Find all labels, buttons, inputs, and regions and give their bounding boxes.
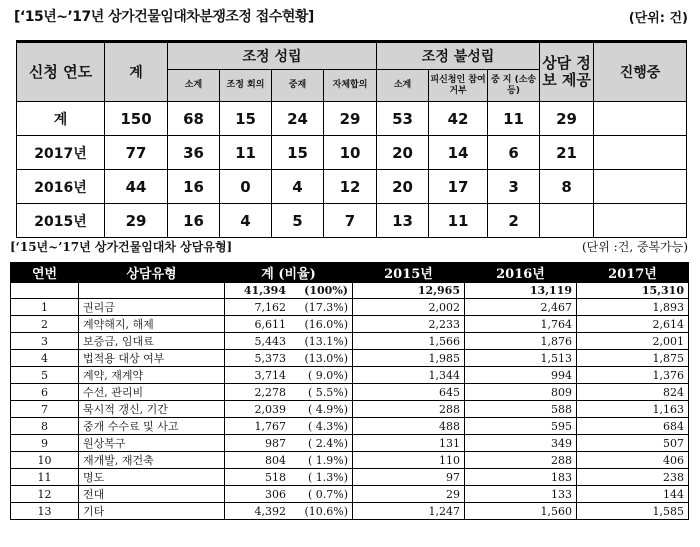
row-year: 2016년: [17, 170, 105, 204]
row-total-cell: [225, 299, 353, 316]
row-2017: 1,585: [577, 503, 689, 520]
consult-row: [11, 418, 689, 435]
header-success: 조정 성립: [168, 42, 377, 70]
row-failure-subtotal: 53: [377, 102, 429, 136]
row-failure-subtotal: 20: [377, 136, 429, 170]
row-consult: 29: [540, 102, 594, 136]
row-total-cell: [225, 367, 353, 384]
row-2015: 1,247: [353, 503, 465, 520]
header-type: 상담유형: [79, 263, 225, 283]
row-mediation-meeting: 0: [220, 170, 272, 204]
row-total: 1,767: [254, 419, 286, 433]
row-type: 전대: [79, 486, 225, 503]
row-type: 수선, 관리비: [79, 384, 225, 401]
total-cell: [225, 283, 353, 299]
row-2016: 1,876: [465, 333, 577, 350]
row-2017: 1,376: [577, 367, 689, 384]
row-suspension: 11: [488, 102, 540, 136]
row-2015: 488: [353, 418, 465, 435]
row-total: 6,611: [254, 317, 286, 331]
row-type: 계약, 재계약: [79, 367, 225, 384]
row-2015: 97: [353, 469, 465, 486]
row-2015: 110: [353, 452, 465, 469]
row-2017: 1,163: [577, 401, 689, 418]
total-2016: 13,119: [465, 283, 577, 299]
header-self-agreement: 자체합의: [324, 70, 377, 102]
consult-row: [11, 333, 689, 350]
row-total-cell: [225, 503, 353, 520]
row-success-subtotal: 16: [168, 204, 220, 238]
row-2015: 1,344: [353, 367, 465, 384]
header-failure-subtotal: 소계: [377, 70, 429, 102]
row-2016: 1,764: [465, 316, 577, 333]
row-year: 2015년: [17, 204, 105, 238]
row-ratio: ( 9.0%): [307, 368, 348, 382]
consult-row: [11, 401, 689, 418]
mediation-row: [17, 204, 687, 238]
row-2017: 2,614: [577, 316, 689, 333]
row-total: 44: [105, 170, 168, 204]
row-total-cell: [225, 418, 353, 435]
row-suspension: 2: [488, 204, 540, 238]
header-2015: 2015년: [353, 263, 465, 283]
total-2017: 15,310: [577, 283, 689, 299]
row-self-agreement: 12: [324, 170, 377, 204]
mediation-row: [17, 170, 687, 204]
row-type: 묵시적 갱신, 기간: [79, 401, 225, 418]
row-refusal: 17: [429, 170, 488, 204]
row-2016: 994: [465, 367, 577, 384]
row-no: 11: [11, 469, 79, 486]
row-2017: 238: [577, 469, 689, 486]
row-mediation-meeting: 4: [220, 204, 272, 238]
row-ratio: (13.1%): [304, 334, 348, 348]
section1-title: [‘15년~’17년 상가건물임대차분쟁조정 접수현황]: [14, 9, 314, 25]
row-no: 13: [11, 503, 79, 520]
row-ongoing: [594, 136, 687, 170]
row-2016: 1,513: [465, 350, 577, 367]
row-2017: 144: [577, 486, 689, 503]
row-total-cell: [225, 469, 353, 486]
row-total-cell: [225, 350, 353, 367]
header-year: 신청 연도: [17, 42, 105, 102]
consult-row: [11, 384, 689, 401]
header-no: 연번: [11, 263, 79, 283]
row-total-cell: [225, 435, 353, 452]
row-no: 9: [11, 435, 79, 452]
row-type: 명도: [79, 469, 225, 486]
section1-unit: (단위: 건): [628, 11, 688, 26]
consult-row: [11, 367, 689, 384]
row-2015: 1,985: [353, 350, 465, 367]
row-no: 7: [11, 401, 79, 418]
consult-row: [11, 299, 689, 316]
row-total: 518: [265, 470, 286, 484]
row-2015: 2,233: [353, 316, 465, 333]
row-arbitration: 5: [272, 204, 324, 238]
row-no: 3: [11, 333, 79, 350]
row-no: 8: [11, 418, 79, 435]
row-ongoing: [594, 102, 687, 136]
row-2016: 1,560: [465, 503, 577, 520]
row-no: 10: [11, 452, 79, 469]
row-no: 4: [11, 350, 79, 367]
row-suspension: 6: [488, 136, 540, 170]
header-mediation-meeting: 조정 회의: [220, 70, 272, 102]
row-ratio: ( 2.4%): [307, 436, 348, 450]
row-ratio: (13.0%): [304, 351, 348, 365]
mediation-row: [17, 102, 687, 136]
row-failure-subtotal: 20: [377, 170, 429, 204]
row-no: 1: [11, 299, 79, 316]
row-2015: 29: [353, 486, 465, 503]
header-2017: 2017년: [577, 263, 689, 283]
total-ratio: (100%): [304, 284, 348, 297]
dispute-mediation-table: [16, 40, 687, 238]
row-refusal: 11: [429, 204, 488, 238]
row-refusal: 14: [429, 136, 488, 170]
total-row: [11, 283, 689, 299]
row-total: 150: [105, 102, 168, 136]
row-arbitration: 15: [272, 136, 324, 170]
row-2017: 406: [577, 452, 689, 469]
row-ratio: ( 4.3%): [307, 419, 348, 433]
row-no: 2: [11, 316, 79, 333]
row-success-subtotal: 16: [168, 170, 220, 204]
row-total: 77: [105, 136, 168, 170]
row-ratio: ( 4.9%): [307, 402, 348, 416]
consultation-type-table: [10, 262, 689, 520]
row-total-cell: [225, 486, 353, 503]
row-consult: [540, 204, 594, 238]
row-total: 29: [105, 204, 168, 238]
row-consult: 8: [540, 170, 594, 204]
header-ongoing: 진행중: [594, 42, 687, 102]
row-ratio: (16.0%): [304, 317, 348, 331]
row-ratio: ( 0.7%): [307, 487, 348, 501]
row-arbitration: 24: [272, 102, 324, 136]
row-2017: 684: [577, 418, 689, 435]
row-total-cell: [225, 333, 353, 350]
row-2015: 2,002: [353, 299, 465, 316]
row-2015: 1,566: [353, 333, 465, 350]
row-2017: 824: [577, 384, 689, 401]
header-suspension: 중 지 (소송등): [488, 70, 540, 102]
row-type: 원상복구: [79, 435, 225, 452]
header-failure: 조정 불성립: [377, 42, 540, 70]
header-2016: 2016년: [465, 263, 577, 283]
header-arbitration: 중재: [272, 70, 324, 102]
row-ratio: (10.6%): [304, 504, 348, 518]
consult-row: [11, 503, 689, 520]
row-ratio: ( 1.3%): [307, 470, 348, 484]
row-total: 2,039: [254, 402, 286, 416]
row-2017: 507: [577, 435, 689, 452]
row-2016: 349: [465, 435, 577, 452]
row-failure-subtotal: 13: [377, 204, 429, 238]
row-self-agreement: 29: [324, 102, 377, 136]
row-ratio: (17.3%): [304, 300, 348, 314]
row-total: 5,443: [254, 334, 286, 348]
total-value: 41,394: [243, 284, 286, 297]
consult-row: [11, 452, 689, 469]
row-2015: 131: [353, 435, 465, 452]
mediation-row: [17, 136, 687, 170]
row-type: 기타: [79, 503, 225, 520]
row-2016: 588: [465, 401, 577, 418]
row-success-subtotal: 68: [168, 102, 220, 136]
row-type: 계약해지, 해제: [79, 316, 225, 333]
row-2016: 183: [465, 469, 577, 486]
header-total: 계: [105, 42, 168, 102]
row-ratio: ( 5.5%): [307, 385, 348, 399]
row-total: 306: [265, 487, 286, 501]
row-total: 2,278: [254, 385, 286, 399]
row-2016: 288: [465, 452, 577, 469]
row-2015: 645: [353, 384, 465, 401]
row-2017: 1,875: [577, 350, 689, 367]
header-success-subtotal: 소계: [168, 70, 220, 102]
row-self-agreement: 7: [324, 204, 377, 238]
row-arbitration: 4: [272, 170, 324, 204]
consult-row: [11, 486, 689, 503]
row-no: 12: [11, 486, 79, 503]
row-type: 권리금: [79, 299, 225, 316]
row-2016: 2,467: [465, 299, 577, 316]
row-total-cell: [225, 401, 353, 418]
row-year: 2017년: [17, 136, 105, 170]
section2-unit: (단위 :건, 중복가능): [582, 240, 688, 254]
row-type: 보증금, 임대료: [79, 333, 225, 350]
row-total: 987: [265, 436, 286, 450]
consult-row: [11, 350, 689, 367]
row-2016: 133: [465, 486, 577, 503]
row-year: 계: [17, 102, 105, 136]
row-mediation-meeting: 15: [220, 102, 272, 136]
consult-row: [11, 316, 689, 333]
row-suspension: 3: [488, 170, 540, 204]
row-refusal: 42: [429, 102, 488, 136]
row-ongoing: [594, 170, 687, 204]
row-self-agreement: 10: [324, 136, 377, 170]
row-type: 법적용 대상 여부: [79, 350, 225, 367]
row-no: 5: [11, 367, 79, 384]
row-total: 5,373: [254, 351, 286, 365]
row-ratio: ( 1.9%): [307, 453, 348, 467]
row-2017: 2,001: [577, 333, 689, 350]
row-consult: 21: [540, 136, 594, 170]
consult-row: [11, 469, 689, 486]
consult-row: [11, 435, 689, 452]
row-total: 7,162: [254, 300, 286, 314]
total-2015: 12,965: [353, 283, 465, 299]
row-total: 4,392: [254, 504, 286, 518]
row-2015: 288: [353, 401, 465, 418]
row-total: 804: [265, 453, 286, 467]
row-type: 중개 수수료 및 사고: [79, 418, 225, 435]
row-2017: 1,893: [577, 299, 689, 316]
header-consult: 상담 정보 제공: [540, 42, 594, 102]
header-total-ratio: 계 (비율): [225, 263, 353, 283]
row-no: 6: [11, 384, 79, 401]
row-total: 3,714: [254, 368, 286, 382]
row-2016: 809: [465, 384, 577, 401]
row-total-cell: [225, 384, 353, 401]
row-2016: 595: [465, 418, 577, 435]
row-total-cell: [225, 452, 353, 469]
row-total-cell: [225, 316, 353, 333]
row-ongoing: [594, 204, 687, 238]
header-refusal: 피신청인 참여거부: [429, 70, 488, 102]
row-success-subtotal: 36: [168, 136, 220, 170]
row-type: 재개발, 재건축: [79, 452, 225, 469]
row-mediation-meeting: 11: [220, 136, 272, 170]
section2-title: [‘15년~’17년 상가건물임대차 상담유형]: [10, 240, 233, 254]
